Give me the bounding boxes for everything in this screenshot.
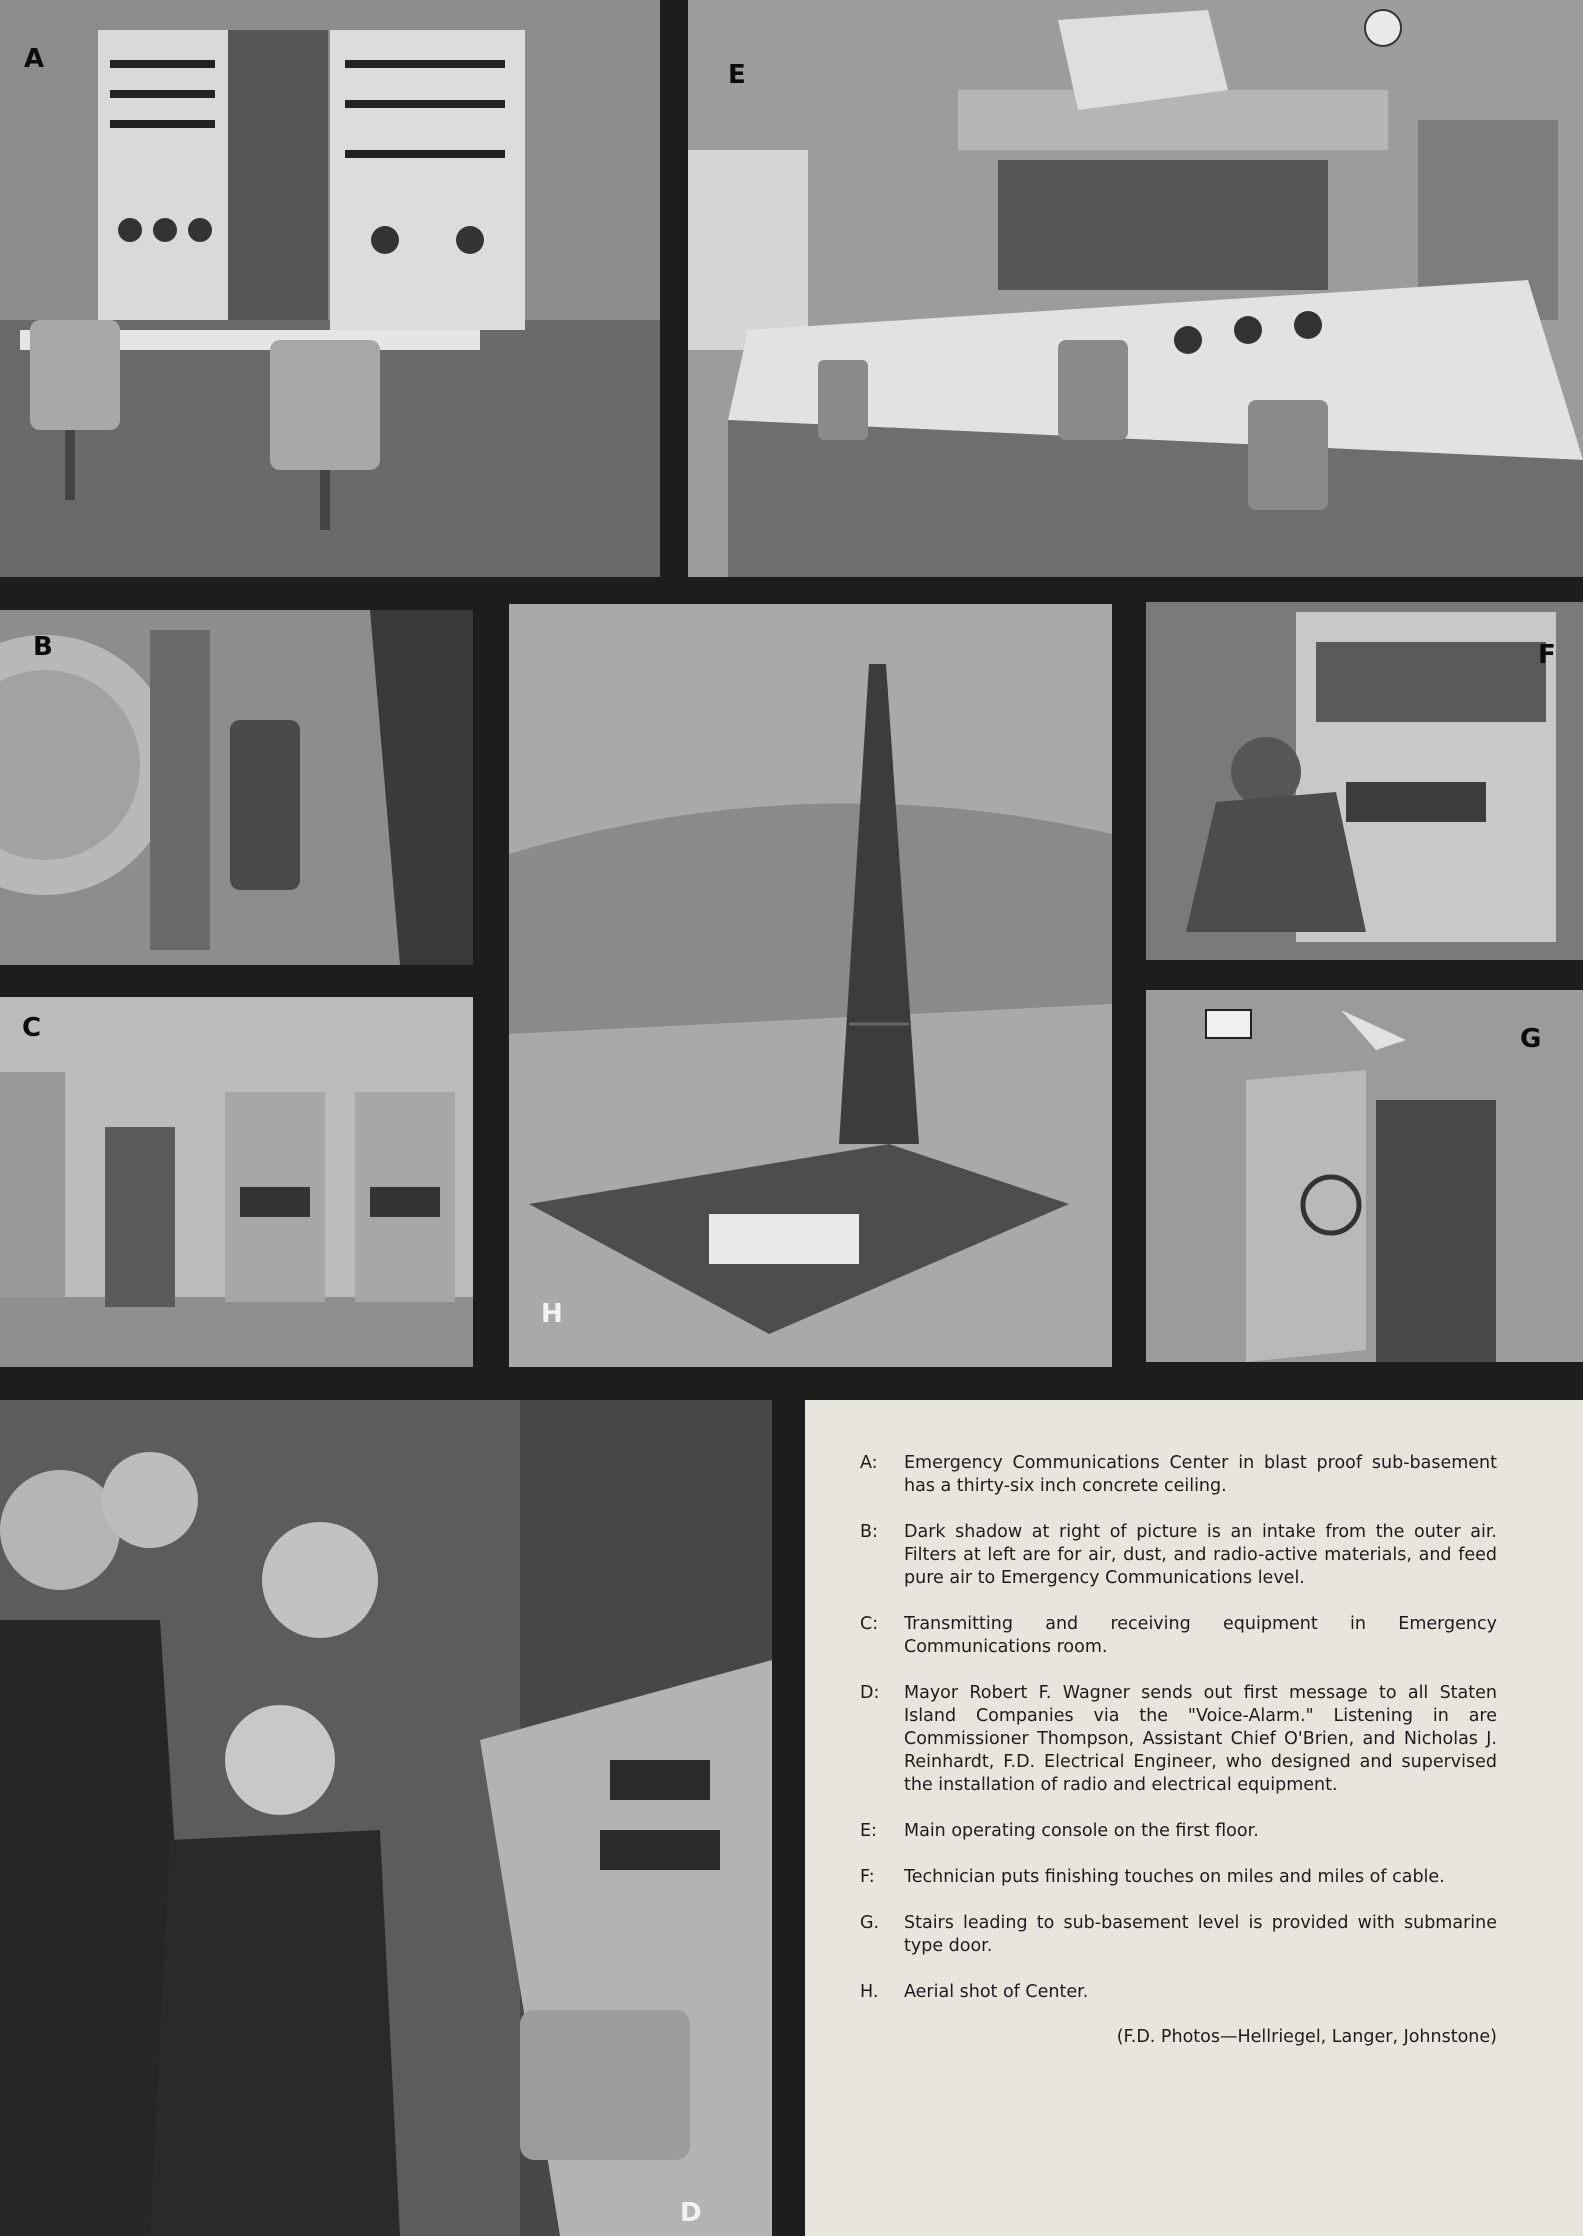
photo-a [0,0,660,577]
photo-g-label: G [1520,1024,1542,1054]
caption-text: Technician puts finishing touches on miles and miles of cable. [904,1867,1445,1887]
caption-f [860,1866,1497,1889]
caption-letter: F: [860,1867,875,1887]
caption-text: Mayor Robert F. Wagner sends out first message to all Staten Island Companies via the "Voice-Alarm." Listening in are Commissioner Thompson, Assistant Chief O'Brien, and Nicholas J. Reinhardt, F.D. Electrical Engineer, who designed and supervised the installation of radio and electrical equipment. [904,1683,1497,1795]
photo-g [1146,990,1583,1362]
caption-text: Dark shadow at right of picture is an intake from the outer air. Filters at left are for air, dust, and radio-active materials, and feed pure air to Emergency Communications level. [904,1522,1497,1588]
photo-b [0,610,473,965]
photo-f-illustration [1146,602,1583,960]
photo-b-label: B [33,632,53,662]
photo-d-label: D [680,2198,702,2228]
photo-a-illustration [0,0,660,577]
photo-e [688,0,1583,577]
caption-b [860,1521,1497,1590]
photo-e-label: E [728,60,746,90]
caption-letter: C: [860,1614,879,1634]
caption-letter: E: [860,1821,877,1841]
photo-h-illustration [509,604,1112,1367]
caption-panel [805,1400,1583,2236]
photo-c-illustration [0,997,473,1367]
caption-text: Main operating console on the first floor. [904,1821,1259,1841]
caption-c [860,1613,1497,1659]
caption-letter: H. [860,1982,879,2002]
photo-h [509,604,1112,1367]
caption-text: Emergency Communications Center in blast proof sub-basement has a thirty-six inch concrete ceiling. [904,1453,1497,1496]
caption-text: Stairs leading to sub-basement level is provided with submarine type door. [904,1913,1497,1956]
photo-a-label: A [24,44,45,74]
photo-g-illustration [1146,990,1583,1362]
caption-h [860,1981,1497,2004]
photo-f-label: F [1538,640,1556,670]
caption-d [860,1682,1497,1797]
caption-text: Aerial shot of Center. [904,1982,1089,2002]
caption-letter: A: [860,1453,878,1473]
photo-d-illustration [0,1400,772,2236]
photo-h-label: H [541,1299,563,1329]
photo-c [0,997,473,1367]
caption-text: Transmitting and receiving equipment in Emergency Communications room. [904,1614,1497,1657]
photo-c-label: C [22,1013,42,1043]
caption-letter: D: [860,1683,880,1703]
caption-letter: B: [860,1522,878,1542]
photo-credit: (F.D. Photos—Hellriegel, Langer, Johnstone) [1116,2027,1497,2047]
photo-b-illustration [0,610,473,965]
caption-g [860,1912,1497,1958]
caption-e [860,1820,1497,1843]
caption-letter: G. [860,1913,880,1933]
photo-e-illustration [688,0,1583,577]
photo-d [0,1400,772,2236]
caption-a [860,1452,1497,1498]
photo-f [1146,602,1583,960]
